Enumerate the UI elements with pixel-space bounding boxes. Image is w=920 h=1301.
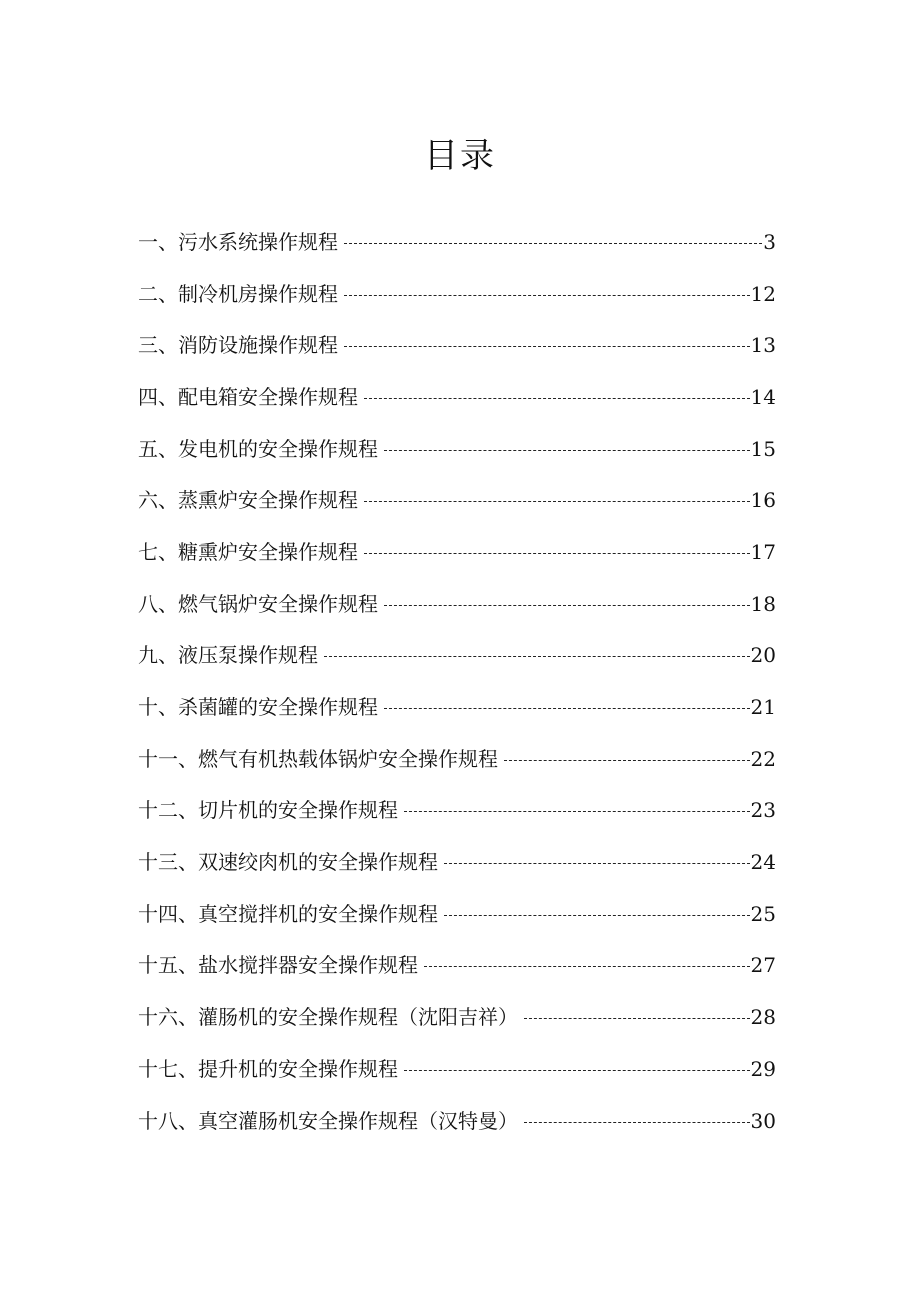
toc-page-number: 13 [750, 333, 776, 358]
toc-page-number: 22 [750, 746, 776, 771]
toc-entry-15[interactable] [138, 940, 776, 992]
toc-entry-label: 十六、灌肠机的安全操作规程（沈阳吉祥） [138, 1005, 518, 1030]
toc-page-number: 23 [750, 798, 776, 823]
toc-entry-label: 十、杀菌罐的安全操作规程 [138, 695, 378, 720]
toc-page-number: 14 [750, 384, 776, 409]
toc-entry-label: 五、发电机的安全操作规程 [138, 436, 378, 461]
toc-entry-label: 四、配电箱安全操作规程 [138, 384, 358, 409]
toc-dot-leader [504, 760, 750, 761]
toc-entry-13[interactable] [138, 836, 776, 888]
toc-dot-leader [344, 243, 762, 244]
toc-entry-label: 八、燃气锅炉安全操作规程 [138, 591, 378, 616]
toc-entry-label: 二、制冷机房操作规程 [138, 281, 338, 306]
toc-dot-leader [444, 915, 750, 916]
toc-page-number: 21 [750, 695, 776, 720]
toc-entry-label: 十三、双速绞肉机的安全操作规程 [138, 850, 438, 875]
toc-page-number: 24 [750, 850, 776, 875]
toc-page-number: 29 [750, 1056, 776, 1081]
toc-page-number: 3 [763, 229, 776, 254]
toc-entry-4[interactable] [138, 371, 776, 423]
toc-entry-label: 十四、真空搅拌机的安全操作规程 [138, 901, 438, 926]
toc-dot-leader [404, 811, 750, 812]
toc-dot-leader [364, 501, 750, 502]
toc-entry-label: 十七、提升机的安全操作规程 [138, 1056, 398, 1081]
toc-page-number: 17 [750, 539, 776, 564]
toc-entry-8[interactable] [138, 578, 776, 630]
toc-entry-3[interactable] [138, 319, 776, 371]
toc-entry-label: 十五、盐水搅拌器安全操作规程 [138, 953, 418, 978]
toc-dot-leader [404, 1070, 750, 1071]
toc-dot-leader [364, 398, 750, 399]
toc-page-number: 15 [750, 436, 776, 461]
toc-entry-16[interactable] [138, 991, 776, 1043]
toc-entry-7[interactable] [138, 526, 776, 578]
toc-entry-18[interactable] [138, 1095, 776, 1147]
toc-entry-label: 十一、燃气有机热载体锅炉安全操作规程 [138, 746, 498, 771]
toc-entry-17[interactable] [138, 1043, 776, 1095]
toc-page-number: 28 [750, 1005, 776, 1030]
toc-dot-leader [524, 1122, 750, 1123]
toc-entry-10[interactable] [138, 681, 776, 733]
toc-page-number: 16 [750, 488, 776, 513]
toc-page-number: 20 [750, 643, 776, 668]
toc-dot-leader [424, 966, 750, 967]
toc-page-number: 25 [750, 901, 776, 926]
toc-dot-leader [344, 295, 750, 296]
toc-dot-leader [344, 346, 750, 347]
toc-page-number: 12 [750, 281, 776, 306]
toc-entry-9[interactable] [138, 630, 776, 682]
toc-entry-2[interactable] [138, 268, 776, 320]
toc-entry-label: 七、糖熏炉安全操作规程 [138, 539, 358, 564]
toc-entry-14[interactable] [138, 888, 776, 940]
toc-entry-12[interactable] [138, 785, 776, 837]
toc-page-number: 18 [750, 591, 776, 616]
toc-entry-label: 六、蒸熏炉安全操作规程 [138, 488, 358, 513]
toc-entry-label: 三、消防设施操作规程 [138, 333, 338, 358]
toc-entry-11[interactable] [138, 733, 776, 785]
toc-entry-label: 九、液压泵操作规程 [138, 643, 318, 668]
toc-entry-5[interactable] [138, 423, 776, 475]
page-title: 目录 [424, 136, 496, 176]
toc-page-number: 30 [750, 1108, 776, 1133]
toc-page-number: 27 [750, 953, 776, 978]
toc-entry-1[interactable] [138, 216, 776, 268]
toc-dot-leader [524, 1018, 750, 1019]
toc-dot-leader [384, 708, 750, 709]
toc-entry-label: 一、污水系统操作规程 [138, 229, 338, 254]
toc-dot-leader [384, 450, 750, 451]
toc-dot-leader [364, 553, 750, 554]
toc-dot-leader [384, 605, 750, 606]
toc-entry-6[interactable] [138, 474, 776, 526]
toc-dot-leader [444, 863, 750, 864]
toc-entry-label: 十二、切片机的安全操作规程 [138, 798, 398, 823]
toc-dot-leader [324, 656, 750, 657]
table-of-contents [138, 216, 776, 1146]
toc-entry-label: 十八、真空灌肠机安全操作规程（汉特曼） [138, 1108, 518, 1133]
